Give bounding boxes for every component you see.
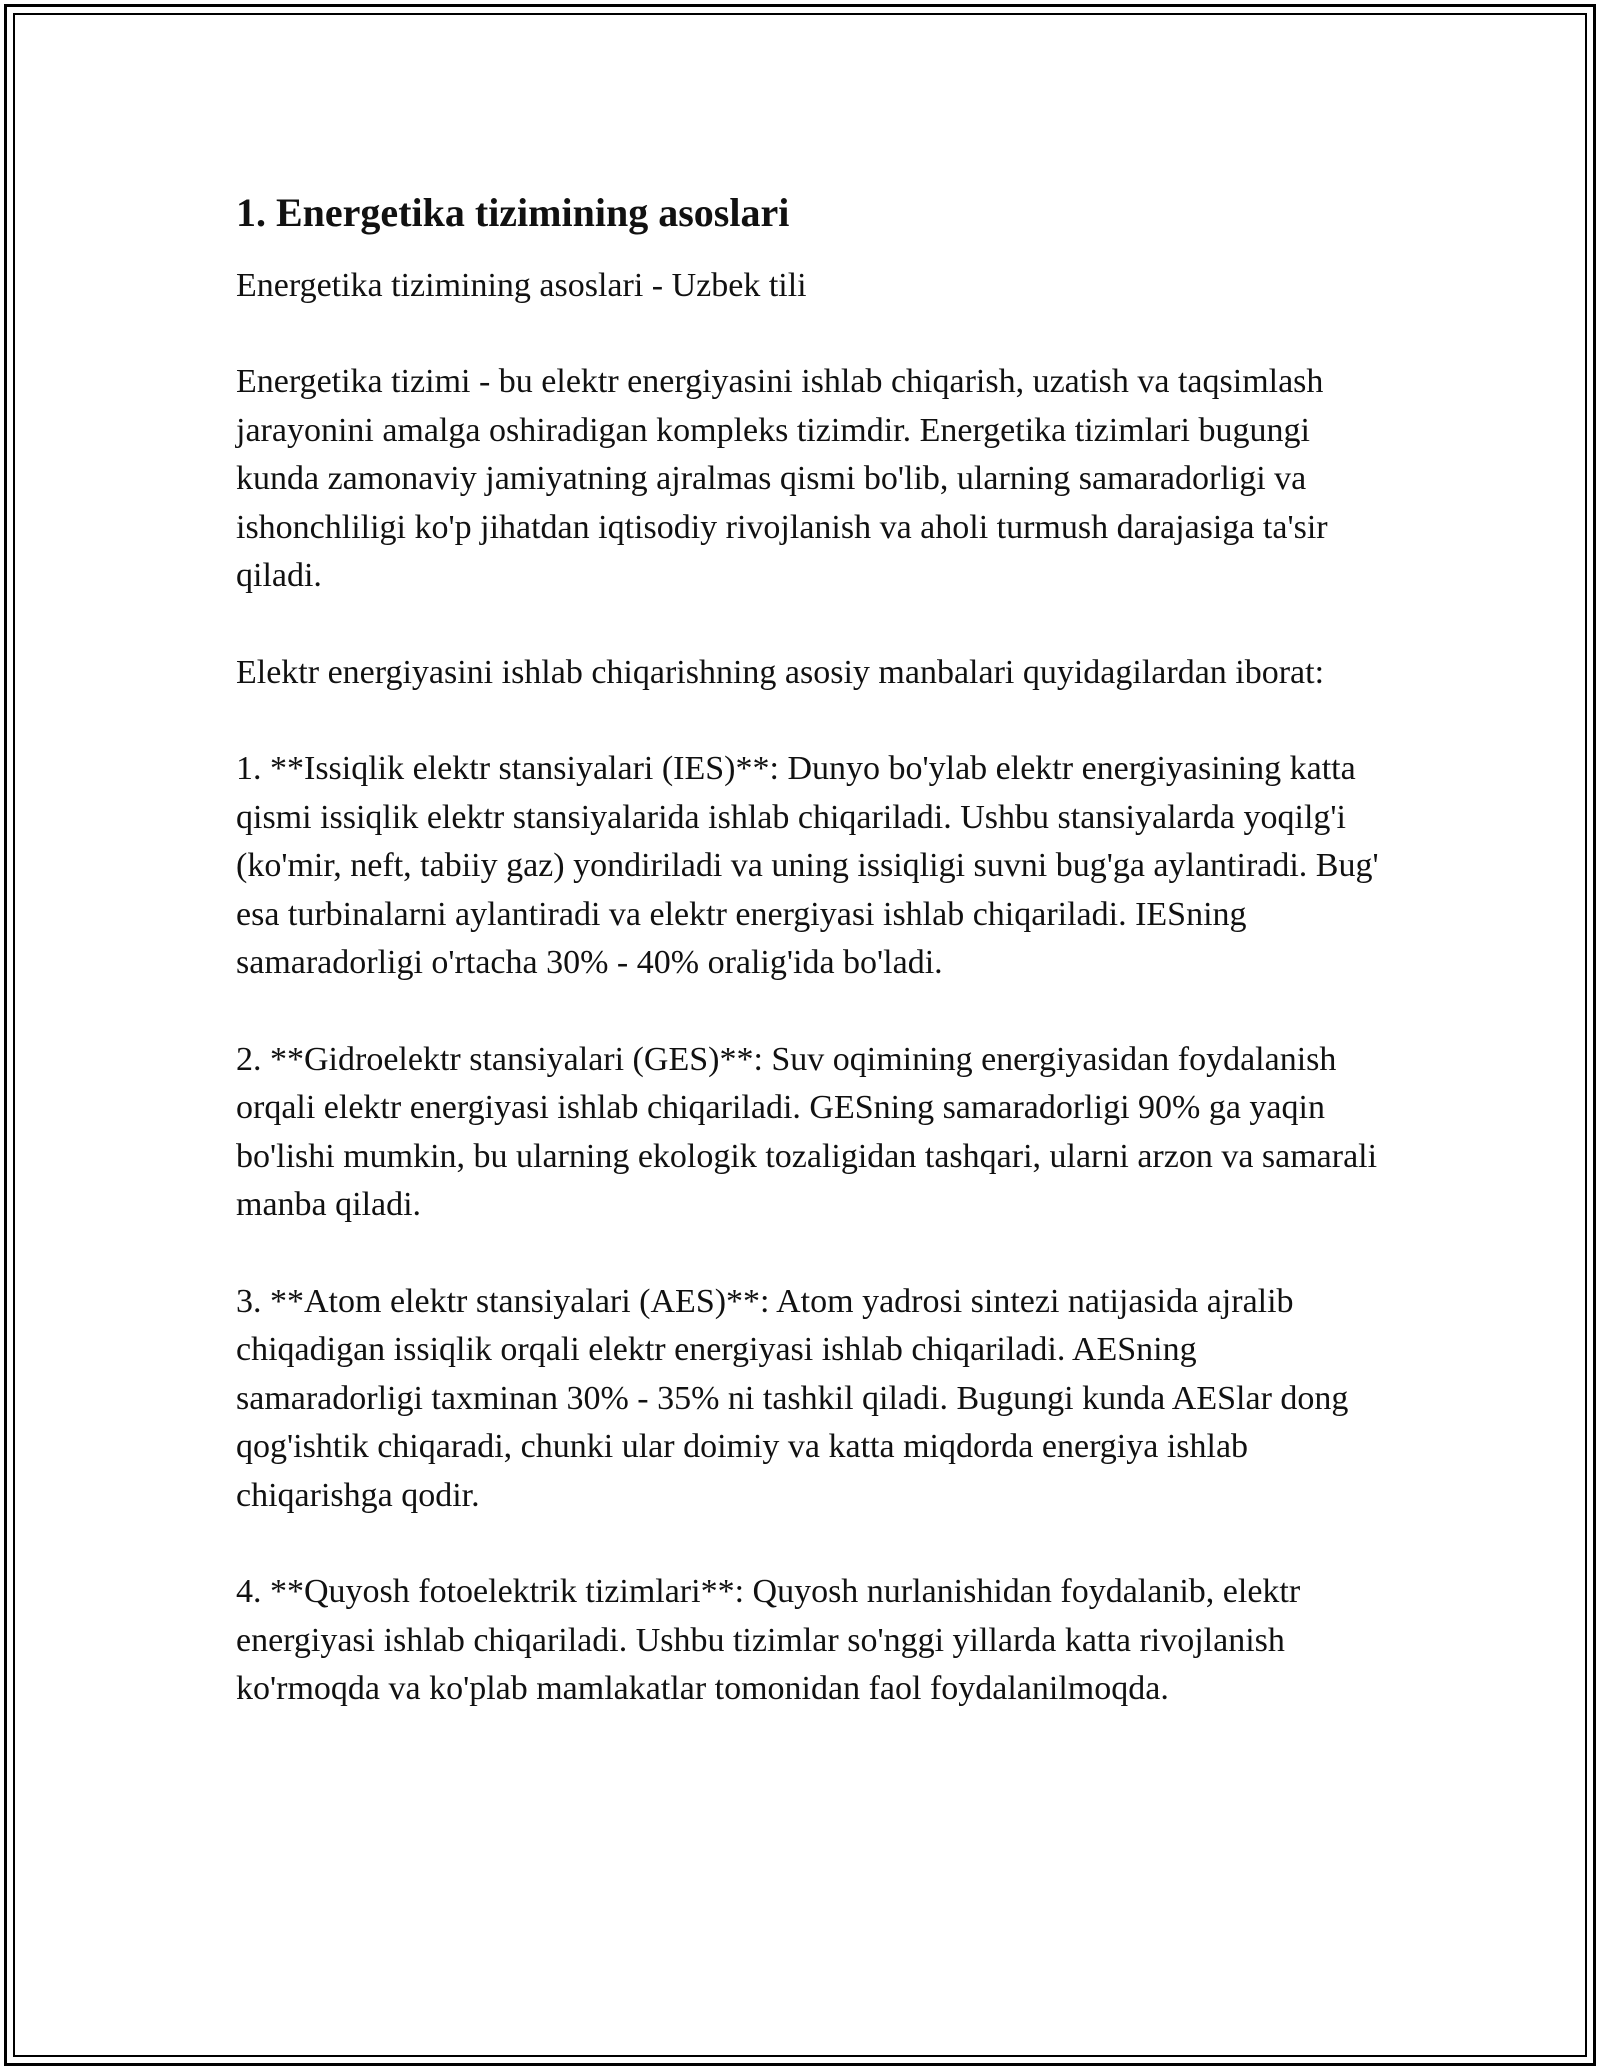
list-item-solar: 4. **Quyosh fotoelektrik tizimlari**: Quyosh nurlanishidan foydalanib, elektr energiyasi ishlab chiqariladi. Ushbu tizimlar so'nggi yillarda katta rivojlanish ko'rmoqda va ko'plab mamlakatlar tomonidan faol foydalanilmoqda. [236,1573,1301,1707]
paragraph-intro: Energetika tizimi - bu elektr energiyasini ishlab chiqarish, uzatish va taqsimlash jarayonini amalga oshiradigan kompleks tizimdir. Energetika tizimlari bugungi kunda zamonaviy jamiyatning ajralmas qismi bo'lib, ularning samaradorligi va ishonchliligi ko'p jihatdan iqtisodiy rivojlanish va aholi turmush darajasiga ta'sir qiladi. [236,363,1328,594]
list-item-ies: 1. **Issiqlik elektr stansiyalari (IES)**: Dunyo bo'ylab elektr energiyasining katta qismi issiqlik elektr stansiyalarida ishlab chiqariladi. Ushbu stansiyalarda yoqilg'i (ko'mir, neft, tabiiy gaz) yondiriladi va uning issiqligi suvni bug'ga aylantiradi. Bug' esa turbinalarni aylantiradi va elektr energiyasi ishlab chiqariladi. IESning samaradorligi o'rtacha 30% - 40% oralig'ida bo'ladi. [236,750,1379,981]
paragraph-sources-lead: Elektr energiyasini ishlab chiqarishning asosiy manbalari quyidagilardan iborat: [236,653,1325,691]
document-subtitle: Energetika tizimining asoslari - Uzbek tili [236,267,807,304]
list-item-ges: 2. **Gidroelektr stansiyalari (GES)**: Suv oqimining energiyasidan foydalanish orqali elektr energiyasi ishlab chiqariladi. GESning samaradorligi 90% ga yaqin bo'lishi mumkin, bu ularning ekologik tozaligidan tashqari, ularni arzon va samarali manba qiladi. [236,1040,1378,1223]
document-body [236,186,1386,1714]
list-item-aes: 3. **Atom elektr stansiyalari (AES)**: Atom yadrosi sintezi natijasida ajralib chiqadigan issiqlik orqali elektr energiyasi ishlab chiqariladi. AESning samaradorligi taxminan 30% - 35% ni tashkil qiladi. Bugungi kunda AESlar dong qog'ishtik chiqaradi, chunki ular doimiy va katta miqdorda energiya ishlab chiqarishga qodir. [236,1282,1349,1514]
document-title: 1. Energetika tizimining asoslari [236,190,790,235]
